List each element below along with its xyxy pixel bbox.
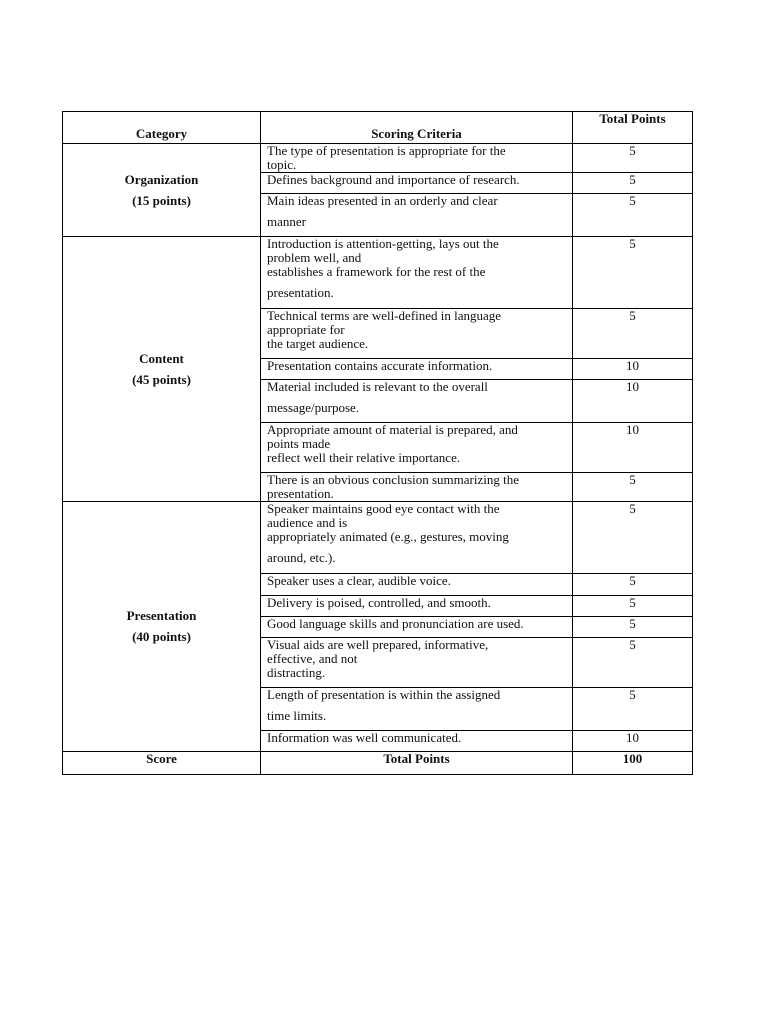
points-cell: 10 bbox=[573, 731, 693, 752]
criteria-text-line: appropriately animated (e.g., gestures, moving bbox=[267, 529, 509, 544]
criteria-text-line: Information was well communicated. bbox=[267, 730, 462, 745]
criteria-cell bbox=[261, 194, 573, 237]
criteria-text-line: problem well, and bbox=[267, 250, 362, 265]
category-cell bbox=[63, 144, 261, 237]
criteria-text-line: Material included is relevant to the overall bbox=[267, 379, 488, 394]
criteria-cell bbox=[261, 173, 573, 194]
criteria-cell bbox=[261, 617, 573, 638]
criteria-text-line: Length of presentation is within the assigned bbox=[267, 687, 501, 702]
criteria-cell bbox=[261, 638, 573, 688]
criteria-text-line: topic. bbox=[267, 157, 297, 172]
header-criteria: Scoring Criteria bbox=[261, 112, 573, 144]
criteria-text-line: establishes a framework for the rest of the bbox=[267, 264, 486, 279]
criteria-text-line: Technical terms are well-defined in language bbox=[267, 308, 502, 323]
score-total: 100 bbox=[573, 752, 693, 775]
criteria-text-line: Speaker uses a clear, audible voice. bbox=[267, 573, 451, 588]
criteria-text-line: distracting. bbox=[267, 665, 326, 680]
points-cell: 5 bbox=[573, 144, 693, 173]
points-cell: 5 bbox=[573, 309, 693, 359]
criteria-text-line: time limits. bbox=[267, 708, 327, 723]
criteria-cell bbox=[261, 423, 573, 473]
criteria-cell bbox=[261, 380, 573, 423]
category-name: Organization bbox=[124, 171, 199, 187]
criteria-cell bbox=[261, 309, 573, 359]
criteria-text-line: The type of presentation is appropriate for the bbox=[267, 143, 506, 158]
score-row bbox=[63, 752, 693, 775]
points-cell: 5 bbox=[573, 194, 693, 237]
header-points: Total Points bbox=[573, 112, 693, 144]
category-points: (40 points) bbox=[132, 629, 191, 644]
criteria-cell bbox=[261, 144, 573, 173]
criteria-cell bbox=[261, 473, 573, 502]
criteria-text-line: Introduction is attention-getting, lays out the bbox=[267, 236, 499, 251]
points-cell: 10 bbox=[573, 380, 693, 423]
criteria-text-line: Main ideas presented in an orderly and clear bbox=[267, 193, 498, 208]
criteria-text-line: points made bbox=[267, 436, 331, 451]
points-cell: 5 bbox=[573, 502, 693, 574]
table-row bbox=[63, 237, 693, 309]
criteria-cell bbox=[261, 596, 573, 617]
header-category: Category bbox=[63, 112, 261, 144]
points-cell: 10 bbox=[573, 359, 693, 380]
criteria-text-line: message/purpose. bbox=[267, 400, 360, 415]
criteria-text-line: Speaker maintains good eye contact with the bbox=[267, 501, 500, 516]
points-cell: 5 bbox=[573, 638, 693, 688]
criteria-cell bbox=[261, 359, 573, 380]
criteria-text-line: appropriate for bbox=[267, 322, 345, 337]
criteria-text-line: presentation. bbox=[267, 285, 334, 300]
score-label: Score bbox=[63, 752, 261, 775]
criteria-cell bbox=[261, 731, 573, 752]
criteria-text-line: manner bbox=[267, 214, 306, 229]
category-name: Presentation bbox=[126, 608, 197, 623]
points-cell: 5 bbox=[573, 473, 693, 502]
table-row bbox=[63, 144, 693, 173]
category-points: (45 points) bbox=[132, 371, 191, 387]
criteria-text-line: presentation. bbox=[267, 486, 334, 501]
table-row bbox=[63, 502, 693, 574]
criteria-text-line: Defines background and importance of research. bbox=[267, 172, 520, 187]
criteria-text-line: Appropriate amount of material is prepared, and bbox=[267, 422, 518, 437]
criteria-text-line: reflect well their relative importance. bbox=[267, 450, 461, 465]
category-name: Content bbox=[139, 350, 184, 366]
points-cell: 10 bbox=[573, 423, 693, 473]
criteria-text-line: There is an obvious conclusion summarizing the bbox=[267, 472, 520, 487]
rubric-body bbox=[63, 144, 693, 752]
criteria-text-line: audience and is bbox=[267, 515, 348, 530]
points-cell: 5 bbox=[573, 237, 693, 309]
header-row bbox=[63, 112, 693, 144]
criteria-text-line: effective, and not bbox=[267, 651, 358, 666]
points-cell: 5 bbox=[573, 596, 693, 617]
criteria-text-line: Visual aids are well prepared, informative, bbox=[267, 637, 489, 652]
criteria-text-line: around, etc.). bbox=[267, 550, 336, 565]
category-cell bbox=[63, 502, 261, 752]
criteria-text-line: Presentation contains accurate information. bbox=[267, 358, 493, 373]
criteria-text-line: the target audience. bbox=[267, 336, 369, 351]
criteria-cell bbox=[261, 574, 573, 596]
points-cell: 5 bbox=[573, 574, 693, 596]
criteria-cell bbox=[261, 237, 573, 309]
rubric-table bbox=[62, 111, 693, 775]
criteria-text-line: Delivery is poised, controlled, and smooth. bbox=[267, 595, 491, 610]
category-cell bbox=[63, 237, 261, 502]
points-cell: 5 bbox=[573, 617, 693, 638]
criteria-text-line: Good language skills and pronunciation are used. bbox=[267, 616, 524, 631]
criteria-cell bbox=[261, 688, 573, 731]
score-criteria: Total Points bbox=[261, 752, 573, 775]
criteria-cell bbox=[261, 502, 573, 574]
category-points: (15 points) bbox=[132, 192, 191, 208]
points-cell: 5 bbox=[573, 173, 693, 194]
points-cell: 5 bbox=[573, 688, 693, 731]
